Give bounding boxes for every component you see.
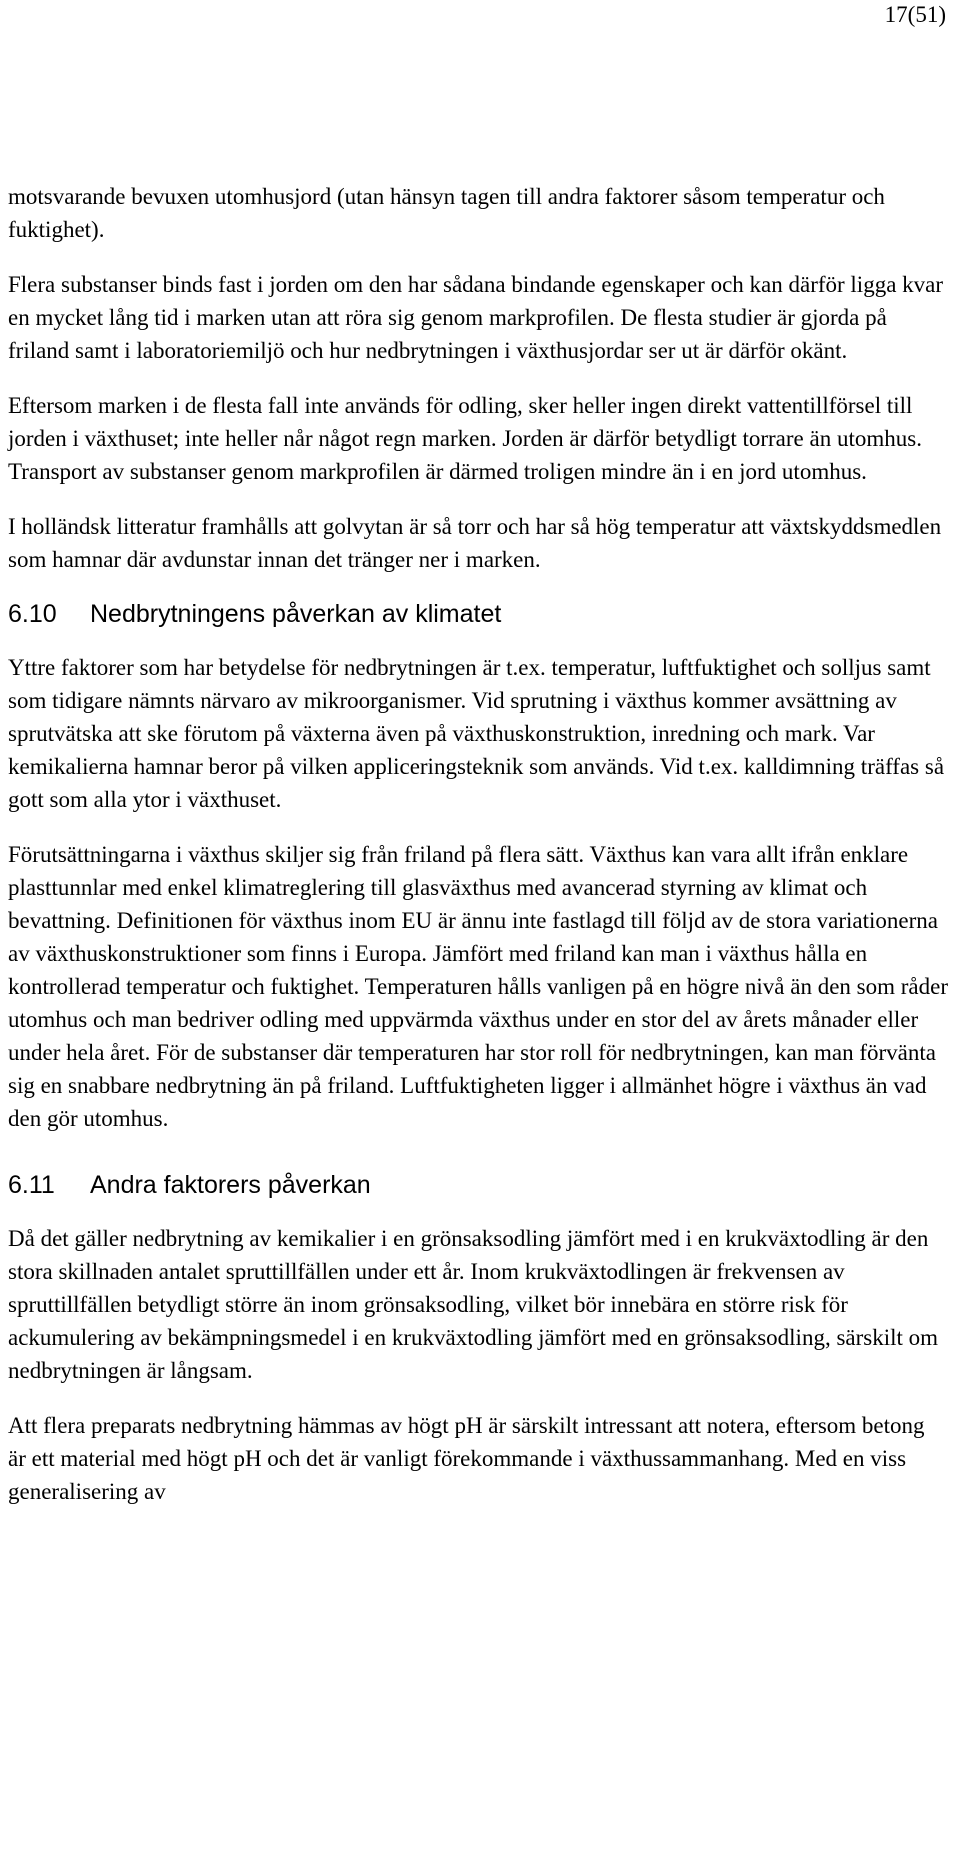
page-number: 17(51) <box>884 2 946 27</box>
section-heading-6-10 <box>8 598 948 631</box>
paragraph: Yttre faktorer som har betydelse för nedbrytningen är t.ex. temperatur, luftfuktighet och solljus samt som tidigare nämnts närvaro av mikroorganismer. Vid sprutning i växthus kommer avsättning av sprutvätska att ske förutom på växterna även på växthuskonstruktion, inredning och mark. Var kemikalierna hamnar beror på vilken appliceringsteknik som används. Vid t.ex. kalldimning träffas så gott som alla ytor i växthuset. <box>8 655 945 812</box>
paragraph: Eftersom marken i de flesta fall inte används för odling, sker heller ingen direkt vattentillförsel till jorden i växthuset; inte heller når något regn marken. Jorden är därför betydligt torrare än utomhus. Transport av substanser genom markprofilen är därmed troligen mindre än i en jord utomhus. <box>8 393 922 484</box>
paragraph: Då det gäller nedbrytning av kemikalier i en grönsaksodling jämfört med i en krukväxtodling är den stora skillnaden antalet spruttillfällen under ett år. Inom krukväxtodlingen är frekvensen av spruttillfällen betydligt större än inom grönsaksodling, vilket bör innebära en större risk för ackumulering av bekämpningsmedel i en krukväxtodling jämfört med en grönsaksodling, särskilt om nedbrytningen är långsam. <box>8 1226 939 1383</box>
section-title: Nedbrytningens påverkan av klimatet <box>90 600 502 628</box>
paragraph: motsvarande bevuxen utomhusjord (utan hänsyn tagen till andra faktorer såsom temperatur och fuktighet). <box>8 184 885 242</box>
paragraph: I holländsk litteratur framhålls att golvytan är så torr och har så hög temperatur att växtskyddsmedlen som hamnar där avdunstar innan det tränger ner i marken. <box>8 514 942 572</box>
section-heading-6-11 <box>8 1169 948 1202</box>
paragraph: Att flera preparats nedbrytning hämmas av högt pH är särskilt intressant att notera, eftersom betong är ett material med högt pH och det är vanligt förekommande i växthussammanhang. Med en viss generalisering av <box>8 1413 925 1504</box>
paragraph: Flera substanser binds fast i jorden om den har sådana bindande egenskaper och kan därför ligga kvar en mycket lång tid i marken utan att röra sig genom markprofilen. De flesta studier är gjorda på friland samt i laboratoriemiljö och hur nedbrytningen i växthusjordar ser ut är därför okänt. <box>8 272 944 363</box>
section-number: 6.10 <box>8 600 57 628</box>
section-number: 6.11 <box>8 1171 55 1199</box>
paragraph: Förutsättningarna i växthus skiljer sig från friland på flera sätt. Växthus kan vara allt ifrån enklare plasttunnlar med enkel klimatreglering till glasväxthus med avancerad styrning av klimat och bevattning. Definitionen för växthus inom EU är ännu inte fastlagd till följd av de stora variationerna av växthuskonstruktioner som finns i Europa. Jämfört med friland kan man i växthus hålla en kontrollerad temperatur och fuktighet. Temperaturen hålls vanligen på en högre nivå än den som råder utomhus och man bedriver odling med uppvärmda växthus under en stor del av årets månader eller under hela året. För de substanser där temperaturen har stor roll för nedbrytningen, kan man förvänta sig en snabbare nedbrytning än på friland. Luftfuktigheten ligger i allmänhet högre i växthus än vad den gör utomhus. <box>8 842 948 1131</box>
document-body <box>8 180 948 1530</box>
section-title: Andra faktorers påverkan <box>90 1171 371 1199</box>
